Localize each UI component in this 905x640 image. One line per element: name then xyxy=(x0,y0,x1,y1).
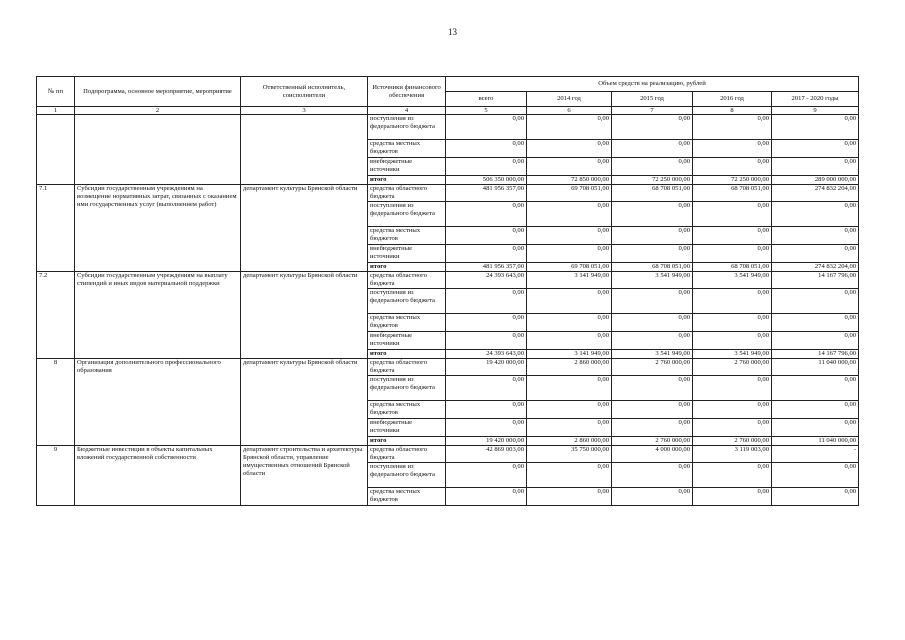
value-cell: 0,00 xyxy=(446,488,527,506)
col-num: 6 xyxy=(527,107,612,115)
value-cell: 0,00 xyxy=(693,227,772,245)
total-value: 3 141 949,00 xyxy=(527,350,612,359)
row-number-cell: 9 xyxy=(37,446,75,506)
col-num: 1 xyxy=(37,107,75,115)
value-cell: 0,00 xyxy=(612,401,693,419)
total-value: 506 350 000,00 xyxy=(446,176,527,185)
source-local: средства местных бюджетов xyxy=(368,140,446,158)
value-cell: 0,00 xyxy=(772,140,859,158)
value-cell: 0,00 xyxy=(772,488,859,506)
total-value: 289 000 000,00 xyxy=(772,176,859,185)
total-value: 3 541 949,00 xyxy=(693,350,772,359)
row-number-cell: 8 xyxy=(37,359,75,446)
value-cell: 0,00 xyxy=(527,115,612,140)
column-numbers-row xyxy=(37,107,859,115)
value-cell: 0,00 xyxy=(612,332,693,350)
value-cell: 0,00 xyxy=(772,245,859,263)
col-num: 4 xyxy=(368,107,446,115)
value-cell: 0,00 xyxy=(772,289,859,314)
source-fed: поступления из федерального бюджета xyxy=(368,376,446,401)
value-cell: 3 541 949,00 xyxy=(612,272,693,289)
table-row xyxy=(37,359,859,376)
table-row xyxy=(37,115,859,140)
value-cell: 0,00 xyxy=(446,140,527,158)
header-source: Источники финансового обеспечения xyxy=(368,77,446,107)
value-cell: 0,00 xyxy=(693,332,772,350)
value-cell: 0,00 xyxy=(612,227,693,245)
source-local: средства местных бюджетов xyxy=(368,401,446,419)
value-cell: 11 040 000,00 xyxy=(772,359,859,376)
value-cell: 0,00 xyxy=(612,463,693,488)
source-region: средства областного бюджета xyxy=(368,359,446,376)
value-cell: 0,00 xyxy=(446,314,527,332)
source-region: средства областного бюджета xyxy=(368,185,446,202)
value-cell: 0,00 xyxy=(612,419,693,437)
table-row xyxy=(37,185,859,202)
value-cell: 0,00 xyxy=(446,419,527,437)
total-value: 68 708 051,00 xyxy=(693,263,772,272)
value-cell: 0,00 xyxy=(693,419,772,437)
executor-cell: департамент строительства и архитектуры Брянской области, управление имущественных отношений Брянской области xyxy=(241,446,368,506)
value-cell: 0,00 xyxy=(527,488,612,506)
value-cell: 68 708 051,00 xyxy=(693,185,772,202)
value-cell: 0,00 xyxy=(612,289,693,314)
total-value: 3 541 949,00 xyxy=(612,350,693,359)
value-cell: 0,00 xyxy=(612,245,693,263)
total-value: 72 250 000,00 xyxy=(693,176,772,185)
total-value: 274 832 204,00 xyxy=(772,263,859,272)
value-cell: 0,00 xyxy=(446,115,527,140)
value-cell: 0,00 xyxy=(693,401,772,419)
value-cell: 0,00 xyxy=(772,115,859,140)
value-cell: 0,00 xyxy=(612,158,693,176)
value-cell: 0,00 xyxy=(693,376,772,401)
source-extra: внебюджетные источники xyxy=(368,419,446,437)
value-cell: 0,00 xyxy=(612,140,693,158)
value-cell: 0,00 xyxy=(446,332,527,350)
total-value: 72 250 000,00 xyxy=(612,176,693,185)
executor-cell: департамент культуры Брянской области xyxy=(241,272,368,359)
value-cell: 0,00 xyxy=(693,245,772,263)
total-value: 68 708 051,00 xyxy=(612,263,693,272)
value-cell: 0,00 xyxy=(446,463,527,488)
col-num: 7 xyxy=(612,107,693,115)
row-number-cell: 7.1 xyxy=(37,185,75,272)
row-number-cell xyxy=(37,115,75,185)
value-cell: 0,00 xyxy=(527,401,612,419)
value-cell: 0,00 xyxy=(693,158,772,176)
value-cell: 0,00 xyxy=(693,202,772,227)
value-cell: 0,00 xyxy=(527,463,612,488)
source-fed: поступления из федерального бюджета xyxy=(368,289,446,314)
header-2015: 2015 год xyxy=(612,92,693,107)
value-cell: 481 956 357,00 xyxy=(446,185,527,202)
value-cell: 0,00 xyxy=(446,158,527,176)
value-cell: 0,00 xyxy=(527,289,612,314)
value-cell: 4 000 000,00 xyxy=(612,446,693,463)
header-2017-2020: 2017 - 2020 годы xyxy=(772,92,859,107)
total-value: 481 956 357,00 xyxy=(446,263,527,272)
value-cell: 0,00 xyxy=(772,419,859,437)
value-cell: 19 420 000,00 xyxy=(446,359,527,376)
source-total: итого xyxy=(368,437,446,446)
value-cell: 69 708 051,00 xyxy=(527,185,612,202)
value-cell: 0,00 xyxy=(693,314,772,332)
value-cell: 0,00 xyxy=(527,332,612,350)
source-fed: поступления из федерального бюджета xyxy=(368,115,446,140)
total-value: 2 760 000,00 xyxy=(612,437,693,446)
total-value: 69 708 051,00 xyxy=(527,263,612,272)
budget-table xyxy=(36,76,859,506)
page-number: 13 xyxy=(448,27,457,37)
source-total: итого xyxy=(368,176,446,185)
value-cell: 14 167 796,00 xyxy=(772,272,859,289)
total-value: 19 420 000,00 xyxy=(446,437,527,446)
program-cell: Субсидии государственным учреждениям на выплату стипендий и иных видов материальной поддержки xyxy=(75,272,241,359)
source-local: средства местных бюджетов xyxy=(368,227,446,245)
value-cell: 0,00 xyxy=(772,227,859,245)
value-cell: 0,00 xyxy=(772,332,859,350)
row-number-cell: 7.2 xyxy=(37,272,75,359)
source-total: итого xyxy=(368,263,446,272)
header-volume: Объем средств на реализацию, рублей xyxy=(446,77,859,92)
executor-cell xyxy=(241,115,368,185)
value-cell: 0,00 xyxy=(612,488,693,506)
value-cell: 0,00 xyxy=(527,227,612,245)
value-cell: 0,00 xyxy=(772,202,859,227)
col-num: 9 xyxy=(772,107,859,115)
value-cell: 0,00 xyxy=(772,401,859,419)
source-extra: внебюджетные источники xyxy=(368,158,446,176)
value-cell: 3 119 003,00 xyxy=(693,446,772,463)
value-cell: 0,00 xyxy=(446,289,527,314)
value-cell: 3 541 949,00 xyxy=(693,272,772,289)
source-fed: поступления из федерального бюджета xyxy=(368,202,446,227)
header-no: № пп xyxy=(37,77,75,107)
value-cell: 0,00 xyxy=(527,202,612,227)
header-total: всего xyxy=(446,92,527,107)
header-executor: Ответственный исполнитель, соисполнители xyxy=(241,77,368,107)
value-cell: 0,00 xyxy=(446,202,527,227)
table-row xyxy=(37,272,859,289)
value-cell: 0,00 xyxy=(612,314,693,332)
total-value: 14 167 796,00 xyxy=(772,350,859,359)
value-cell: 0,00 xyxy=(612,115,693,140)
value-cell: 3 141 949,00 xyxy=(527,272,612,289)
value-cell: 0,00 xyxy=(772,314,859,332)
total-value: 11 040 000,00 xyxy=(772,437,859,446)
value-cell: 0,00 xyxy=(693,289,772,314)
program-cell: Бюджетные инвестиции в объекты капитальных вложений государственной собственности xyxy=(75,446,241,506)
table-row xyxy=(37,446,859,463)
value-cell: 0,00 xyxy=(772,376,859,401)
total-value: 2 760 000,00 xyxy=(693,437,772,446)
executor-cell: департамент культуры Брянской области xyxy=(241,359,368,446)
value-cell: 68 708 051,00 xyxy=(612,185,693,202)
source-total: итого xyxy=(368,350,446,359)
value-cell: 0,00 xyxy=(693,488,772,506)
program-cell xyxy=(75,115,241,185)
source-extra: внебюджетные источники xyxy=(368,245,446,263)
header-2016: 2016 год xyxy=(693,92,772,107)
value-cell: 0,00 xyxy=(446,401,527,419)
total-value: 24 393 643,00 xyxy=(446,350,527,359)
source-region: средства областного бюджета xyxy=(368,272,446,289)
value-cell: 2 860 000,00 xyxy=(527,359,612,376)
value-cell: 0,00 xyxy=(772,463,859,488)
value-cell: 0,00 xyxy=(693,115,772,140)
value-cell: 0,00 xyxy=(693,140,772,158)
value-cell: 0,00 xyxy=(527,158,612,176)
value-cell: 24 393 643,00 xyxy=(446,272,527,289)
header-program: Подпрограмма, основное мероприятие, мероприятие xyxy=(75,77,241,107)
value-cell: 2 760 000,00 xyxy=(693,359,772,376)
value-cell: 0,00 xyxy=(527,140,612,158)
value-cell: 2 760 000,00 xyxy=(612,359,693,376)
value-cell: 0,00 xyxy=(446,227,527,245)
program-cell: Субсидии государственным учреждениям на возмещение нормативных затрат, связанных с оказанием ими государственных услуг (выполнением работ) xyxy=(75,185,241,272)
col-num: 3 xyxy=(241,107,368,115)
total-value: 72 850 000,00 xyxy=(527,176,612,185)
value-cell: 42 869 003,00 xyxy=(446,446,527,463)
col-num: 5 xyxy=(446,107,527,115)
value-cell: 0,00 xyxy=(446,376,527,401)
value-cell: 274 832 204,00 xyxy=(772,185,859,202)
executor-cell: департамент культуры Брянской области xyxy=(241,185,368,272)
value-cell: 0,00 xyxy=(612,376,693,401)
source-fed: поступления из федерального бюджета xyxy=(368,463,446,488)
value-cell: 0,00 xyxy=(693,463,772,488)
source-local: средства местных бюджетов xyxy=(368,314,446,332)
col-num: 8 xyxy=(693,107,772,115)
value-cell: 35 750 000,00 xyxy=(527,446,612,463)
value-cell: 0,00 xyxy=(446,245,527,263)
source-region: средства областного бюджета xyxy=(368,446,446,463)
value-cell: 0,00 xyxy=(527,376,612,401)
value-cell: 0,00 xyxy=(772,158,859,176)
value-cell: 0,00 xyxy=(612,202,693,227)
value-cell: 0,00 xyxy=(527,314,612,332)
source-extra: внебюджетные источники xyxy=(368,332,446,350)
col-num: 2 xyxy=(75,107,241,115)
value-cell: 0,00 xyxy=(527,419,612,437)
value-cell: - xyxy=(772,446,859,463)
program-cell: Организация дополнительного профессионального образования xyxy=(75,359,241,446)
source-local: средства местных бюджетов xyxy=(368,488,446,506)
total-value: 2 860 000,00 xyxy=(527,437,612,446)
value-cell: 0,00 xyxy=(527,245,612,263)
header-2014: 2014 год xyxy=(527,92,612,107)
